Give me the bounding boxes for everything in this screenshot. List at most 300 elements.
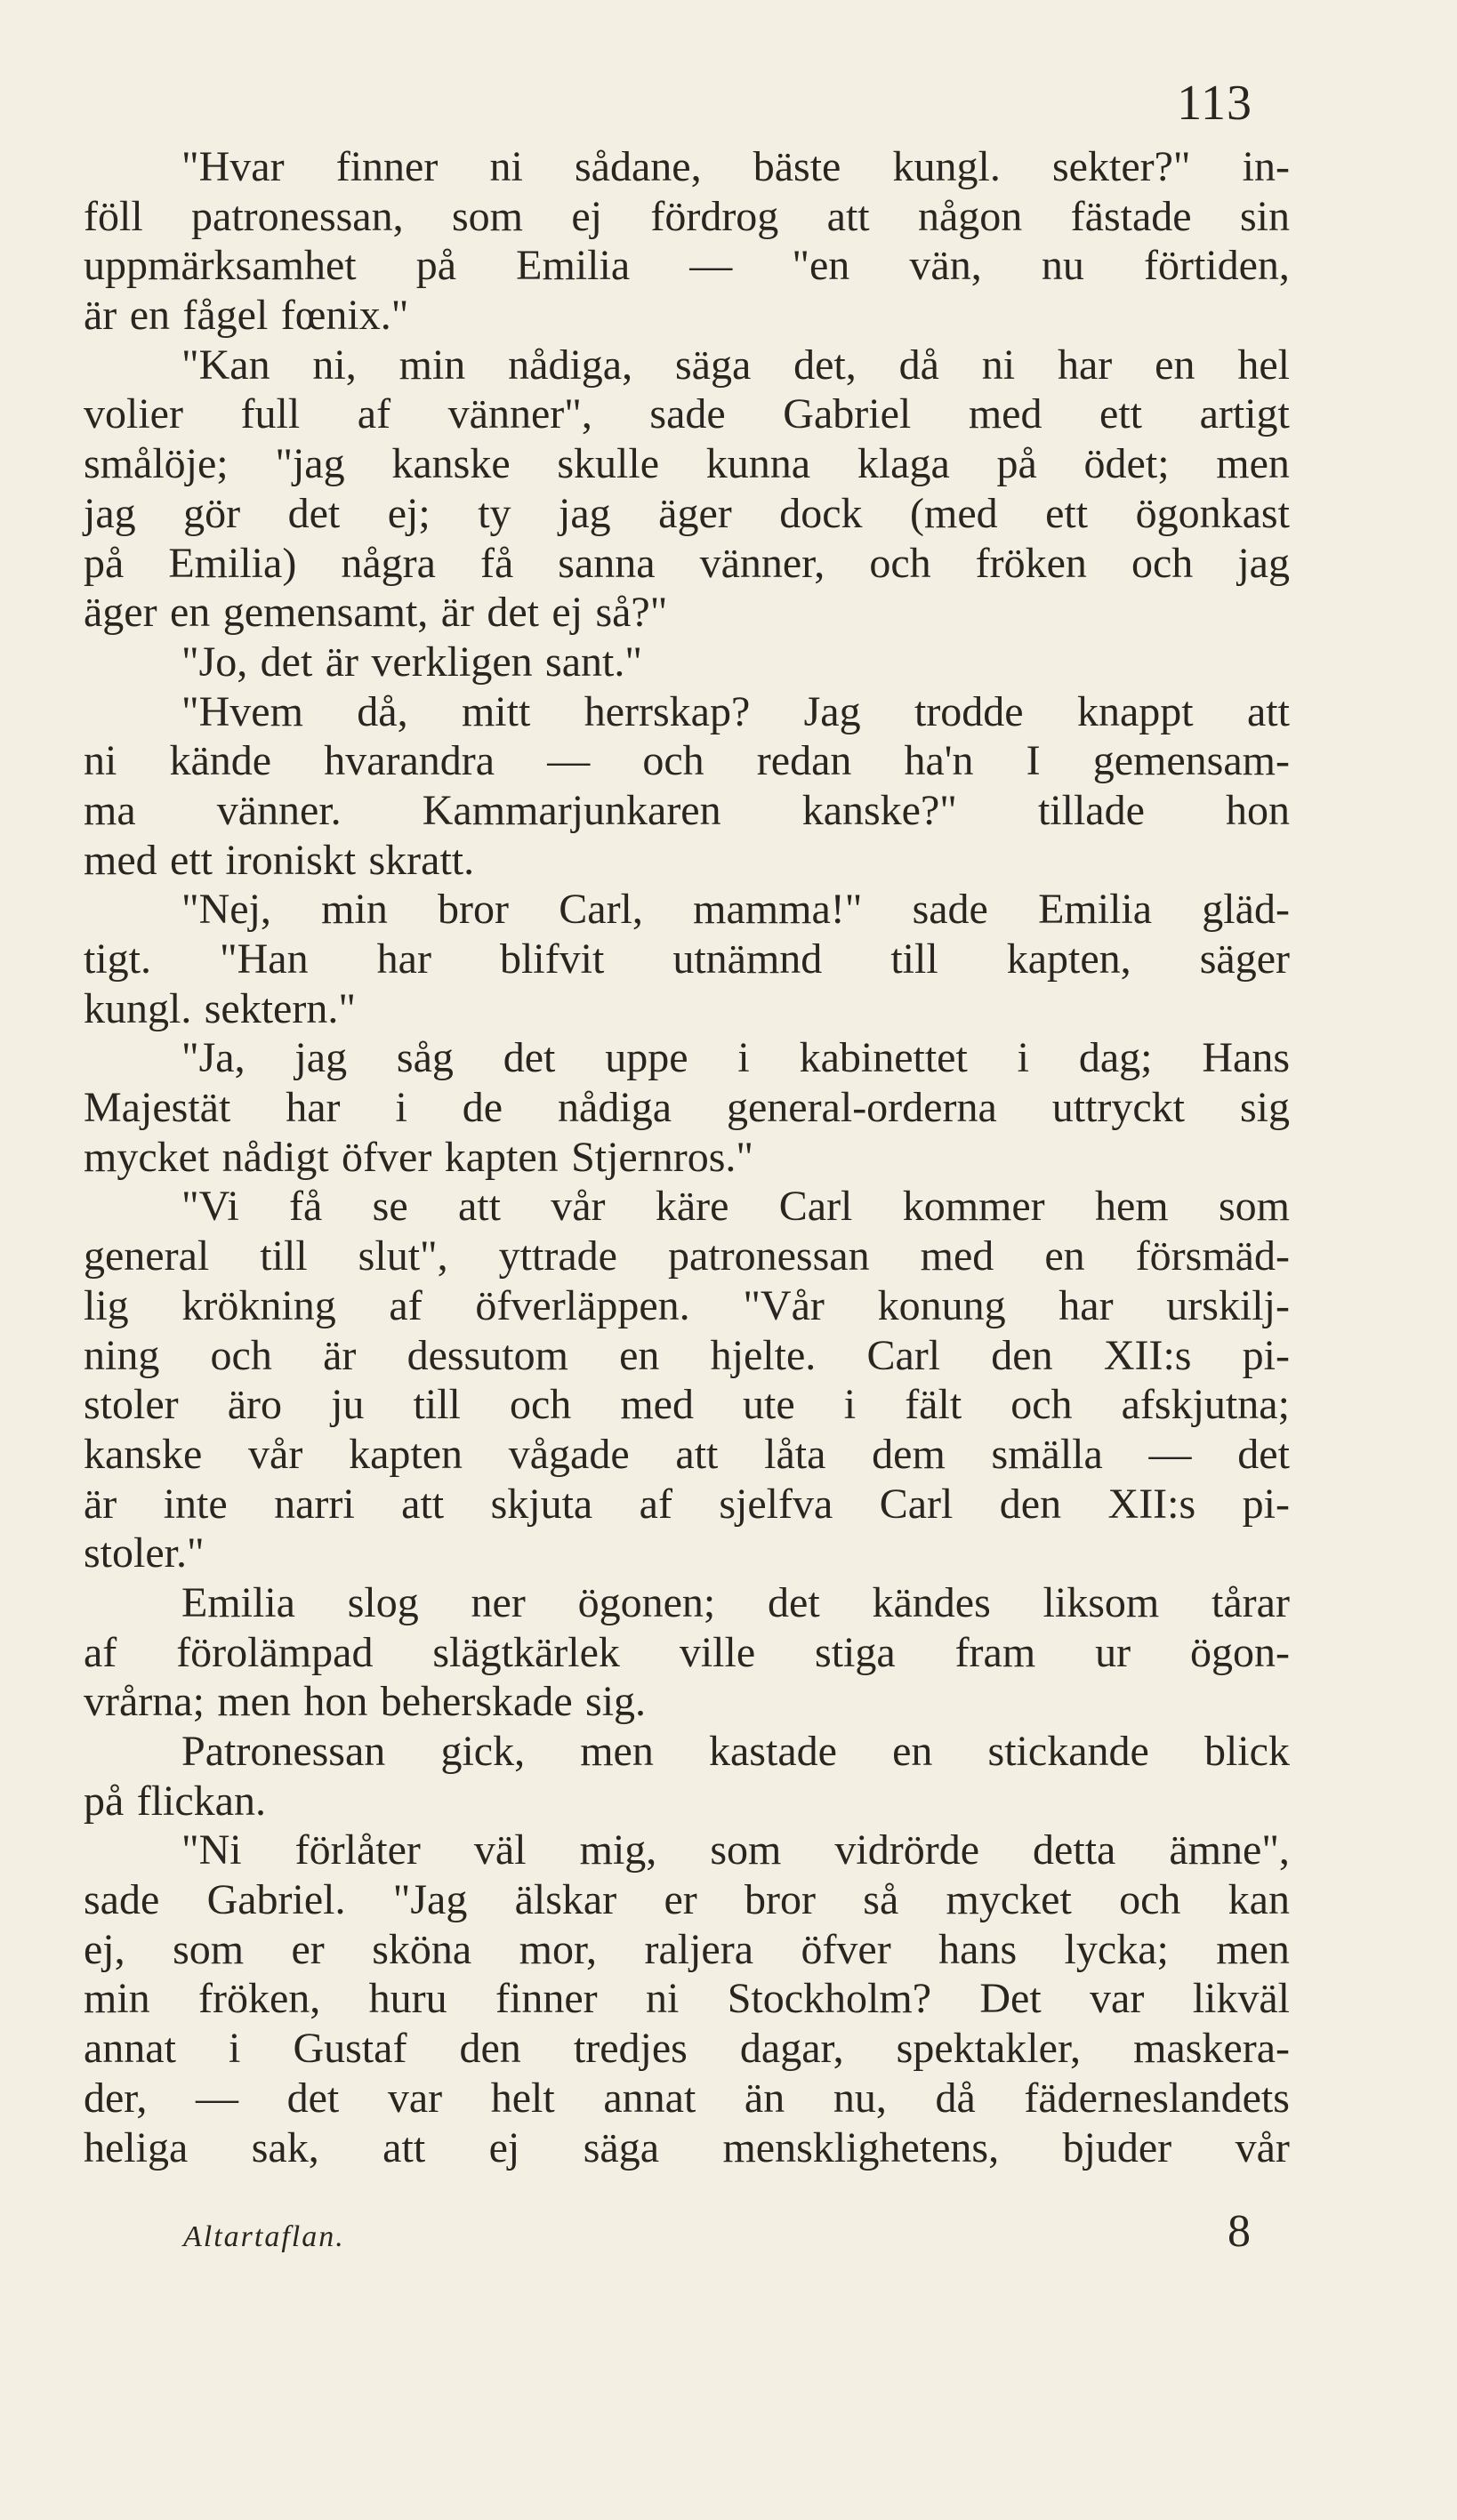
word: nådigt	[221, 1133, 329, 1181]
word: så	[863, 1876, 899, 1924]
word: ur	[1095, 1628, 1131, 1676]
word: Stockholm?	[727, 1975, 931, 2023]
text-line	[84, 1232, 1290, 1281]
word: och	[210, 1331, 272, 1379]
word: säga	[674, 341, 752, 389]
word: sådane,	[574, 143, 702, 190]
word: en	[1044, 1232, 1085, 1280]
signature-mark: Altartaflan.	[183, 2220, 345, 2253]
word: det,	[793, 341, 857, 389]
word: de	[462, 1084, 503, 1132]
word: min	[398, 341, 466, 389]
word: kände	[169, 737, 272, 785]
word: "Hvem	[181, 687, 303, 735]
word: ma	[84, 786, 136, 834]
word: detta	[1033, 1826, 1116, 1874]
word: ögonkast	[1135, 489, 1290, 537]
word: kanske?"	[801, 786, 957, 834]
word: spektakler,	[896, 2025, 1081, 2073]
word: till	[890, 935, 938, 983]
word: annat	[603, 2074, 696, 2122]
word: "Kan	[181, 341, 270, 389]
word: vidrörde	[834, 1826, 979, 1874]
word: gemensamt,	[222, 589, 429, 637]
text-line	[84, 786, 1290, 836]
word: ej	[488, 2123, 520, 2171]
word: knappt	[1076, 687, 1194, 735]
word: och	[642, 737, 704, 785]
word: Majestät	[84, 1084, 231, 1132]
text-line	[84, 1578, 1290, 1628]
word: ej;	[387, 489, 431, 537]
word: kastade	[709, 1728, 837, 1775]
word: Emilia	[1038, 886, 1153, 934]
text-line	[84, 1281, 1290, 1331]
word: maskera-	[1133, 2025, 1290, 2073]
word: öfver	[801, 1925, 891, 1973]
word: vänner.	[216, 786, 342, 834]
word: sig	[1239, 1084, 1290, 1132]
word: kanske	[391, 440, 511, 488]
word: kapten	[444, 1133, 559, 1181]
word: det	[286, 2074, 340, 2122]
word: nu	[1041, 242, 1084, 290]
word: mensklighetens,	[722, 2123, 1000, 2171]
word: har	[1058, 341, 1113, 389]
text-line	[84, 1875, 1290, 1925]
word: och	[1119, 1876, 1181, 1924]
word: stiga	[815, 1628, 896, 1676]
word: ni	[645, 1975, 680, 2023]
word: vänner",	[447, 390, 592, 438]
word: Gabriel.	[206, 1876, 346, 1924]
word: säga	[583, 2123, 659, 2171]
word: ett	[1045, 489, 1089, 537]
word: I	[1026, 737, 1041, 785]
text-line	[84, 489, 1290, 539]
word: kändes	[872, 1578, 991, 1626]
word: "jag	[275, 440, 345, 488]
word: men	[1216, 1925, 1290, 1973]
word: pi-	[1242, 1480, 1290, 1528]
word: Gabriel	[783, 390, 912, 438]
word: krökning	[181, 1281, 336, 1329]
word: ödet;	[1083, 440, 1170, 488]
word: uppmärksamhet	[84, 242, 357, 290]
word: öfver	[342, 1133, 432, 1181]
word: sig.	[585, 1678, 647, 1726]
word: sköna	[372, 1925, 472, 1973]
text-line	[84, 2074, 1290, 2123]
word: som	[451, 192, 523, 240]
word: bror	[745, 1876, 817, 1924]
word: fœnix."	[280, 292, 409, 340]
text-line	[84, 1133, 1290, 1183]
text-line	[84, 588, 1290, 638]
word: stickande	[987, 1728, 1149, 1775]
word: att	[382, 2123, 426, 2171]
word: att	[401, 1480, 445, 1528]
word: kanske	[84, 1430, 203, 1478]
word: ämne",	[1169, 1826, 1290, 1874]
word: sin	[1239, 192, 1290, 240]
text-line	[84, 1925, 1290, 1975]
word: det	[260, 638, 313, 686]
word: det	[768, 1578, 820, 1626]
body-text	[84, 142, 1290, 2172]
word: att	[675, 1430, 719, 1478]
word: öfverläppen.	[475, 1281, 690, 1329]
word: urskilj-	[1166, 1281, 1290, 1329]
word: "Jag	[392, 1876, 468, 1924]
word: nådiga,	[508, 341, 633, 389]
word: ju	[331, 1381, 365, 1429]
word: kommer	[902, 1183, 1045, 1231]
word: att	[1247, 687, 1290, 735]
word: "Vår	[743, 1281, 825, 1329]
word: hel	[1237, 341, 1290, 389]
text-line	[84, 2123, 1290, 2173]
text-line	[84, 885, 1290, 935]
word: Hans	[1202, 1034, 1290, 1082]
word: en	[169, 589, 211, 637]
word: gemensam-	[1092, 737, 1290, 785]
word: jag	[84, 489, 136, 537]
word: min	[321, 886, 388, 934]
word: fäderneslandets	[1024, 2074, 1290, 2122]
word: der,	[84, 2074, 148, 2122]
word: smålöje;	[84, 440, 229, 488]
word: heliga	[84, 2123, 189, 2171]
word: med	[968, 390, 1042, 438]
word: är	[323, 1331, 357, 1379]
word: som	[173, 1925, 245, 1973]
word: fästade	[1070, 192, 1192, 240]
text-line	[84, 192, 1290, 242]
word: än	[744, 2074, 785, 2122]
word: ett	[1099, 390, 1143, 438]
word: en	[1155, 341, 1195, 389]
word: Emilia)	[168, 539, 297, 587]
word: är	[84, 292, 117, 340]
word: och	[1131, 539, 1194, 587]
word: vår	[1235, 2123, 1290, 2171]
word: liksom	[1042, 1578, 1160, 1626]
word: förtiden,	[1143, 242, 1290, 290]
word: patronessan,	[191, 192, 404, 240]
word: men	[1216, 440, 1290, 488]
word: konung	[877, 1281, 1006, 1329]
word: annat	[84, 2025, 176, 2073]
sheet-mark: 8	[1228, 2206, 1251, 2257]
word: "Vi	[181, 1183, 239, 1231]
word: af	[84, 1628, 117, 1676]
word: hem	[1094, 1183, 1169, 1231]
text-line	[84, 142, 1290, 192]
word: som	[710, 1826, 782, 1874]
word: "Jo,	[181, 638, 248, 686]
word: mig,	[579, 1826, 657, 1874]
word: —	[689, 242, 733, 290]
word: men	[580, 1728, 654, 1775]
word: ville	[679, 1628, 756, 1676]
word: vågade	[508, 1430, 630, 1478]
word: förolämpad	[176, 1628, 374, 1676]
word: mamma!"	[693, 886, 863, 934]
word: patronessan	[667, 1232, 870, 1280]
word: äger	[658, 489, 732, 537]
word: den	[991, 1331, 1053, 1379]
word: ni	[981, 341, 1016, 389]
word: Jag	[803, 687, 861, 735]
word: dagar,	[739, 2025, 844, 2073]
text-line	[84, 1182, 1290, 1232]
word: nådiga	[558, 1084, 672, 1132]
word: ha'n	[904, 737, 974, 785]
word: en	[129, 292, 170, 340]
word: skulle	[557, 440, 660, 488]
text-line	[84, 984, 1290, 1034]
word: är	[440, 589, 474, 637]
word: är	[325, 638, 358, 686]
word: ej	[571, 192, 602, 240]
word: bjuder	[1062, 2123, 1172, 2171]
word: har	[286, 1084, 341, 1132]
text-line	[84, 1083, 1290, 1133]
word: att	[457, 1183, 501, 1231]
word: klaga	[857, 440, 950, 488]
word: till	[260, 1232, 308, 1280]
word: afskjutna;	[1121, 1381, 1290, 1429]
word: slog	[347, 1578, 419, 1626]
word: ty	[478, 489, 511, 537]
word: på	[415, 242, 457, 290]
text-line	[84, 1430, 1290, 1480]
word: blifvit	[499, 935, 605, 983]
word: ni	[489, 143, 523, 190]
word: helt	[490, 2074, 555, 2122]
word: full	[240, 390, 301, 438]
word: är	[84, 1480, 117, 1528]
word: in-	[1242, 143, 1290, 190]
word: se	[372, 1183, 408, 1231]
word: nu,	[833, 2074, 887, 2122]
word: artigt	[1199, 390, 1290, 438]
word: fram	[954, 1628, 1036, 1676]
word: föll	[84, 192, 143, 240]
text-line	[84, 1974, 1290, 2024]
text-line	[84, 1033, 1290, 1083]
word: i	[843, 1381, 857, 1429]
word: gör	[183, 489, 241, 537]
word: bäste	[753, 143, 841, 190]
word: narri	[274, 1480, 355, 1528]
word: det	[1237, 1430, 1290, 1478]
word: volier	[84, 390, 183, 438]
word: få	[479, 539, 514, 587]
word: —	[547, 737, 591, 785]
text-line	[84, 1480, 1290, 1529]
word: Patronessan	[181, 1728, 386, 1775]
word: någon	[918, 192, 1023, 240]
word: beherskade	[380, 1678, 573, 1726]
word: kunna	[705, 440, 811, 488]
word: huru	[368, 1975, 447, 2023]
word: jag	[559, 489, 611, 537]
word: kabinettet	[799, 1034, 968, 1082]
word: men	[217, 1678, 291, 1726]
page-number: 113	[1177, 76, 1252, 131]
text-line	[84, 1777, 1290, 1826]
word: Emilia	[516, 242, 631, 290]
text-line	[84, 736, 1290, 786]
word: af	[357, 390, 391, 438]
word: i	[395, 1084, 407, 1132]
word: några	[341, 539, 436, 587]
word: på	[84, 539, 125, 587]
word: af	[389, 1281, 423, 1329]
word: "Nej,	[181, 886, 271, 934]
word: flickan.	[136, 1777, 266, 1825]
word: sade	[649, 390, 726, 438]
word: utnämnd	[672, 935, 823, 983]
word: raljera	[644, 1925, 754, 1973]
word: ni	[84, 737, 117, 785]
word: likväl	[1192, 1975, 1290, 2023]
word: "Ni	[181, 1826, 242, 1874]
text-line	[84, 1529, 1290, 1578]
word: och	[509, 1381, 572, 1429]
word: XII:s	[1107, 1480, 1196, 1528]
word: "Han	[220, 935, 309, 983]
word: —	[195, 2074, 238, 2122]
word: säger	[1199, 935, 1290, 983]
word: sanna	[558, 539, 656, 587]
word: mor,	[519, 1925, 598, 1973]
word: hjelte.	[710, 1331, 817, 1379]
word: på	[996, 440, 1037, 488]
word: hon	[1225, 786, 1290, 834]
word: Gustaf	[293, 2025, 407, 2073]
word: det	[503, 1034, 556, 1082]
word: kapten	[349, 1430, 463, 1478]
word: ning	[84, 1331, 160, 1379]
word: lycka;	[1064, 1925, 1169, 1973]
word: har	[1059, 1281, 1114, 1329]
word: det	[487, 589, 540, 637]
word: bror	[438, 886, 510, 934]
word: sade	[84, 1876, 160, 1924]
word: inte	[163, 1480, 228, 1528]
word: var	[1090, 1975, 1145, 2023]
word: "Ja,	[181, 1034, 246, 1082]
word: smälla	[991, 1430, 1103, 1478]
word: "Hvar	[181, 143, 285, 190]
word: käre	[655, 1183, 729, 1231]
word: gläd-	[1202, 886, 1290, 934]
text-line	[84, 1677, 1290, 1727]
word: älskar	[514, 1876, 617, 1924]
text-line	[84, 389, 1290, 439]
word: general	[84, 1232, 210, 1280]
word: er	[291, 1925, 325, 1973]
word: fågel	[182, 292, 269, 340]
word: herrskap?	[584, 687, 751, 735]
word: ironiskt	[225, 836, 357, 884]
word: mycket	[946, 1876, 1072, 1924]
word: Carl	[879, 1480, 954, 1528]
word: jag	[1237, 539, 1290, 587]
word: "en	[792, 242, 850, 290]
word: pi-	[1242, 1331, 1290, 1379]
word: tårar	[1211, 1578, 1290, 1626]
word: yttrade	[498, 1232, 617, 1280]
word: och	[1010, 1381, 1073, 1429]
word: då,	[357, 687, 408, 735]
word: sade	[912, 886, 988, 934]
word: såg	[396, 1034, 454, 1082]
text-line	[84, 291, 1290, 341]
word: —	[1148, 1430, 1192, 1478]
text-line	[84, 1380, 1290, 1430]
word: i	[1017, 1034, 1030, 1082]
word: skjuta	[490, 1480, 593, 1528]
word: försmäd-	[1135, 1232, 1290, 1280]
word: en	[892, 1728, 933, 1775]
word: ögon-	[1189, 1628, 1290, 1676]
word: finner	[495, 1975, 598, 2023]
word: med	[84, 836, 157, 884]
word: ute	[743, 1381, 795, 1429]
word: XII:s	[1103, 1331, 1192, 1379]
word: den	[459, 2025, 521, 2073]
text-line	[84, 687, 1290, 737]
word: Det	[979, 1975, 1042, 2023]
word: kungl.	[892, 143, 1001, 190]
word: har	[376, 935, 431, 983]
word: af	[639, 1480, 672, 1528]
word: gick,	[440, 1728, 526, 1775]
word: verkligen	[371, 638, 533, 686]
word: redan	[756, 737, 852, 785]
word: var	[387, 2074, 443, 2122]
word: fördrog	[650, 192, 779, 240]
word: Carl	[778, 1183, 853, 1231]
word: väl	[473, 1826, 527, 1874]
word: förlåter	[294, 1826, 421, 1874]
word: i	[737, 1034, 750, 1082]
word: på	[84, 1777, 125, 1825]
word: lig	[84, 1281, 129, 1329]
word: mycket	[84, 1133, 210, 1181]
text-line	[84, 439, 1290, 489]
word: blick	[1203, 1728, 1290, 1775]
word: skratt.	[368, 836, 475, 884]
word: er	[664, 1876, 697, 1924]
word: då	[898, 341, 939, 389]
text-line	[84, 638, 1290, 687]
word: jag	[294, 1034, 348, 1082]
word: uttryckt	[1051, 1084, 1185, 1132]
word: dessutom	[407, 1331, 568, 1379]
text-line	[84, 935, 1290, 984]
word: fröken,	[198, 1975, 321, 2023]
text-line	[84, 2024, 1290, 2074]
word: så?"	[595, 589, 668, 637]
word: med	[620, 1381, 694, 1429]
text-line	[84, 1331, 1290, 1381]
text-line	[84, 539, 1290, 589]
